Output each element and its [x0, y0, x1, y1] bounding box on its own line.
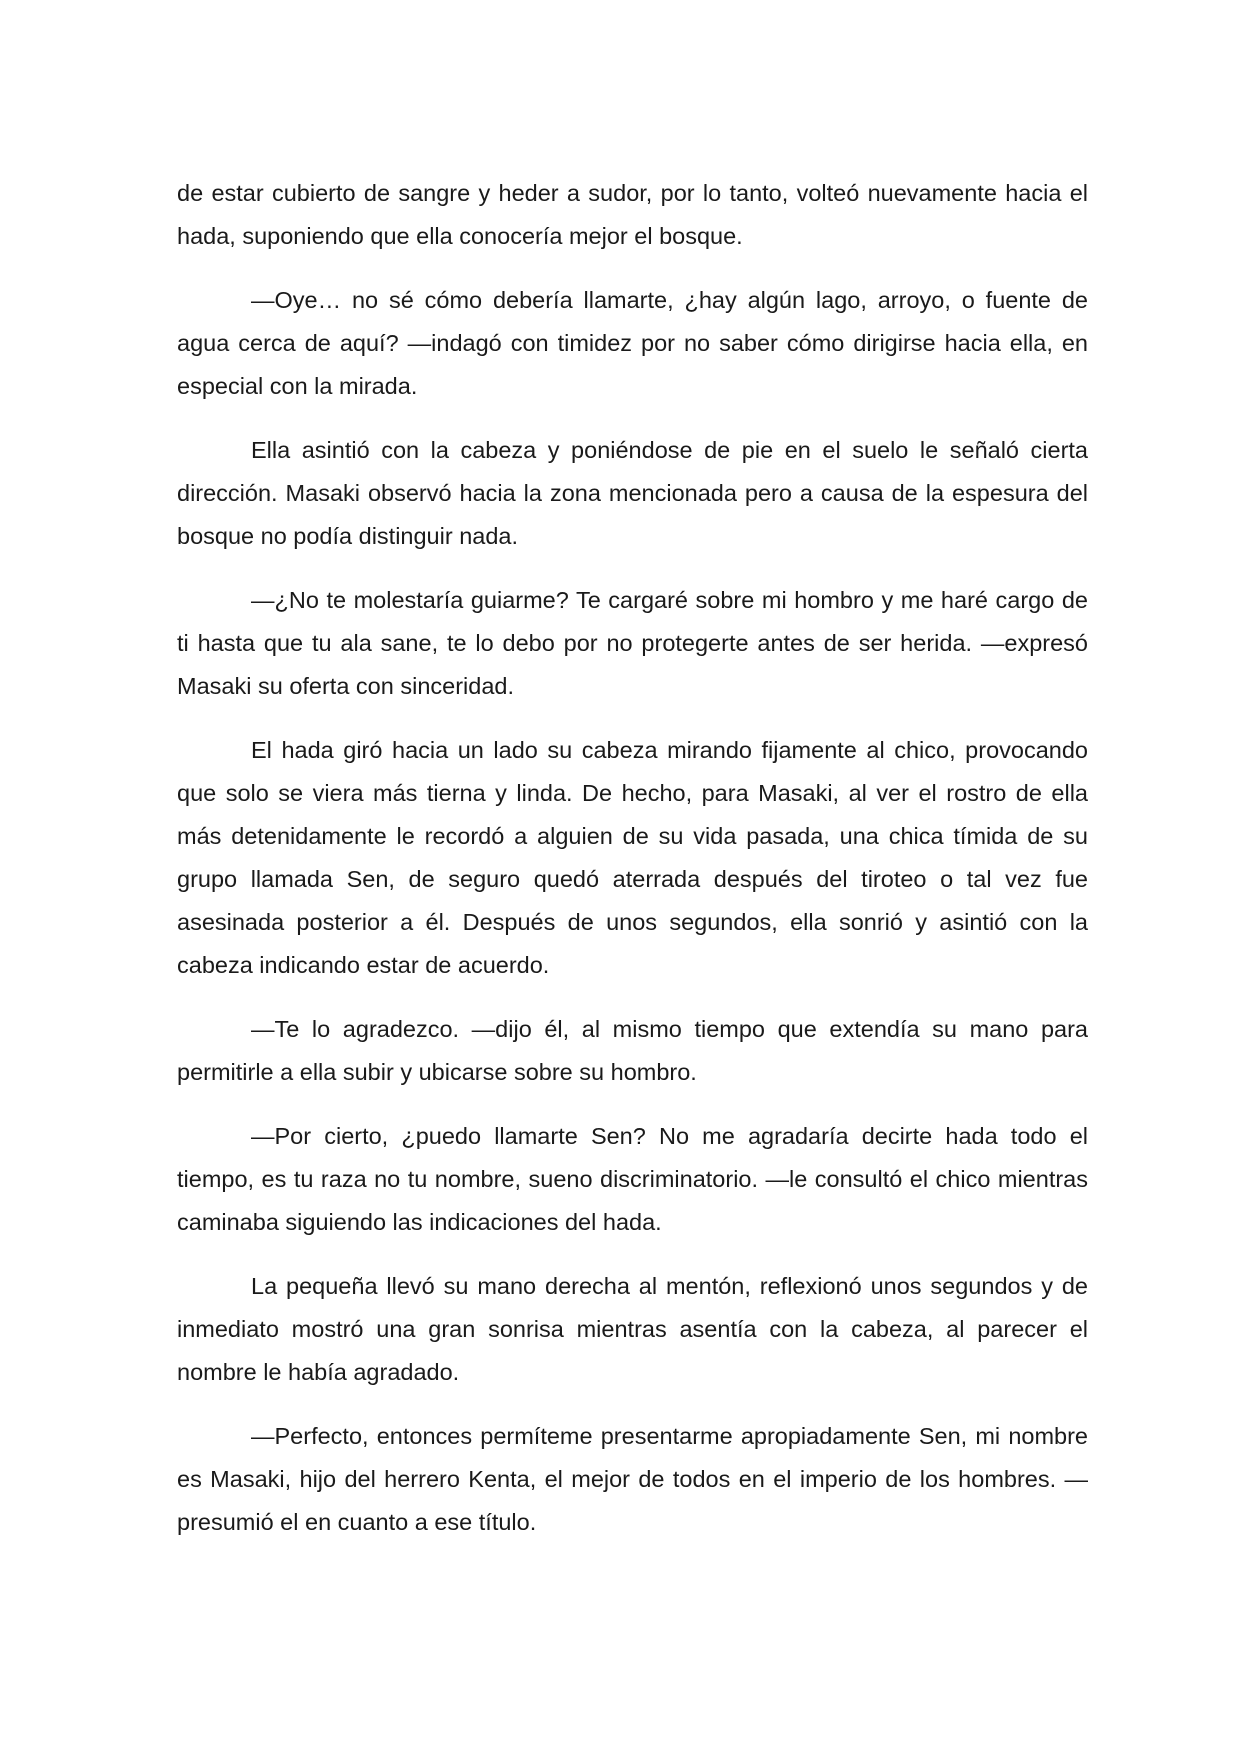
body-text: [177, 172, 1088, 1565]
paragraph: La pequeña llevó su mano derecha al mentón, reflexionó unos segundos y de inmediato mostró una gran sonrisa mientras asentía con la cabeza, al parecer el nombre le había agradado.: [177, 1273, 1088, 1385]
paragraph: —Perfecto, entonces permíteme presentarme apropiadamente Sen, mi nombre es Masaki, hijo del herrero Kenta, el mejor de todos en el imperio de los hombres. —presumió el en cuanto a ese título.: [177, 1423, 1088, 1535]
paragraph: —¿No te molestaría guiarme? Te cargaré sobre mi hombro y me haré cargo de ti hasta que tu ala sane, te lo debo por no protegerte antes de ser herida. —expresó Masaki su oferta con sinceridad.: [177, 587, 1088, 699]
paragraph: —Te lo agradezco. —dijo él, al mismo tiempo que extendía su mano para permitirle a ella subir y ubicarse sobre su hombro.: [177, 1016, 1088, 1085]
paragraph: —Oye… no sé cómo debería llamarte, ¿hay algún lago, arroyo, o fuente de agua cerca de aquí? —indagó con timidez por no saber cómo dirigirse hacia ella, en especial con la mirada.: [177, 287, 1088, 399]
paragraph: —Por cierto, ¿puedo llamarte Sen? No me agradaría decirte hada todo el tiempo, es tu raza no tu nombre, sueno discriminatorio. —le consultó el chico mientras caminaba siguiendo las indicaciones del hada.: [177, 1123, 1088, 1235]
paragraph: El hada giró hacia un lado su cabeza mirando fijamente al chico, provocando que solo se viera más tierna y linda. De hecho, para Masaki, al ver el rostro de ella más detenidamente le recordó a alguien de su vida pasada, una chica tímida de su grupo llamada Sen, de seguro quedó aterrada después del tiroteo o tal vez fue asesinada posterior a él. Después de unos segundos, ella sonrió y asintió con la cabeza indicando estar de acuerdo.: [177, 737, 1088, 978]
paragraph: Ella asintió con la cabeza y poniéndose de pie en el suelo le señaló cierta dirección. Masaki observó hacia la zona mencionada pero a causa de la espesura del bosque no podía distinguir nada.: [177, 437, 1088, 549]
paragraph-continuation: de estar cubierto de sangre y heder a sudor, por lo tanto, volteó nuevamente hacia el hada, suponiendo que ella conocería mejor el bosque.: [177, 180, 1088, 249]
